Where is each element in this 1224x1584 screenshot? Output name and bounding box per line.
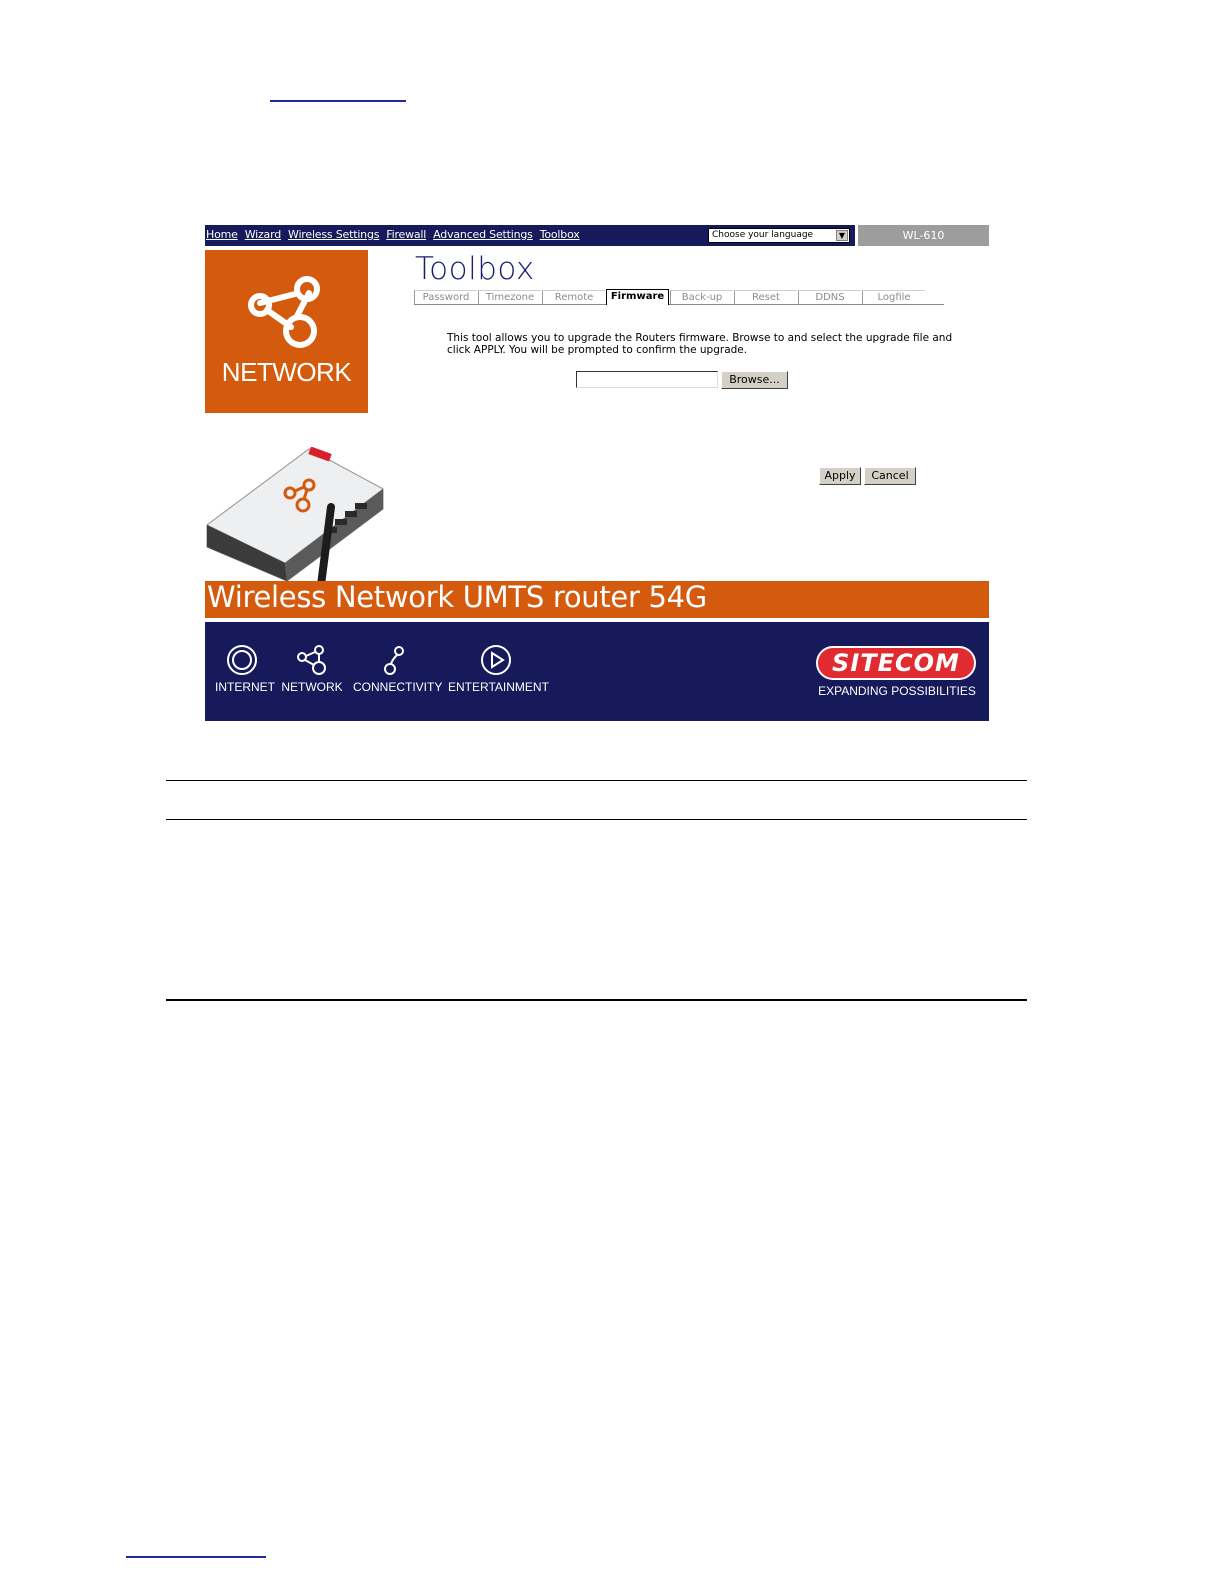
category-entertainment-label: ENTERTAINMENT bbox=[448, 680, 549, 694]
product-name: Wireless Network UMTS router 54G bbox=[207, 580, 707, 614]
router-product-image bbox=[205, 447, 390, 587]
language-select[interactable] bbox=[708, 228, 850, 243]
internet-icon bbox=[226, 644, 258, 676]
firmware-file-input[interactable] bbox=[576, 371, 718, 388]
nav-link-advanced-settings[interactable]: Advanced Settings bbox=[433, 228, 533, 241]
network-icon bbox=[295, 644, 329, 676]
nav-link-firewall[interactable]: Firewall bbox=[386, 228, 427, 241]
page-title: Toolbox bbox=[415, 251, 535, 287]
nav-link-wizard[interactable]: Wizard bbox=[244, 228, 282, 241]
footer-bar bbox=[205, 622, 989, 721]
nav-link-wireless-settings[interactable]: Wireless Settings bbox=[288, 228, 380, 241]
firmware-description: This tool allows you to upgrade the Routers firmware. Browse to and select the upgrade file and click APPLY. You will be prompted to confirm the upgrade. bbox=[447, 332, 953, 356]
tab-password[interactable]: Password bbox=[414, 290, 477, 304]
cancel-button[interactable]: Cancel bbox=[864, 467, 916, 485]
category-connectivity-label: CONNECTIVITY bbox=[353, 680, 443, 694]
tab-remote[interactable]: Remote bbox=[542, 290, 605, 304]
category-internet-label: INTERNET bbox=[215, 680, 275, 694]
category-entertainment[interactable] bbox=[448, 644, 549, 694]
tab-back-up[interactable]: Back-up bbox=[670, 290, 733, 304]
table-rule-top bbox=[166, 780, 1027, 781]
document-link-underline[interactable] bbox=[270, 100, 406, 102]
table-rule-bottom bbox=[166, 999, 1027, 1001]
tab-ddns[interactable]: DDNS bbox=[798, 290, 861, 304]
nav-link-toolbox[interactable]: Toolbox bbox=[539, 228, 580, 241]
category-connectivity[interactable] bbox=[353, 644, 443, 694]
sitecom-logo bbox=[816, 646, 978, 698]
category-network[interactable] bbox=[281, 644, 343, 694]
toolbox-tabs bbox=[414, 289, 944, 305]
connectivity-icon bbox=[380, 644, 410, 676]
model-badge: WL-610 bbox=[858, 225, 989, 246]
tab-reset[interactable]: Reset bbox=[734, 290, 797, 304]
play-icon bbox=[480, 644, 512, 676]
nav-link-home[interactable]: Home bbox=[206, 228, 238, 241]
network-icon bbox=[205, 250, 368, 413]
apply-button[interactable]: Apply bbox=[819, 467, 861, 485]
top-navigation-bar bbox=[205, 225, 855, 246]
footer-link-underline[interactable] bbox=[126, 1556, 266, 1558]
browse-button[interactable]: Browse... bbox=[721, 371, 788, 389]
brand-name: SITECOM bbox=[816, 646, 976, 680]
category-network-label: NETWORK bbox=[281, 680, 343, 694]
table-rule-header bbox=[166, 819, 1027, 820]
nav-links bbox=[206, 228, 580, 241]
network-tile-label: NETWORK bbox=[221, 357, 352, 387]
chevron-down-icon[interactable]: ▼ bbox=[836, 230, 848, 241]
brand-tagline: EXPANDING POSSIBILITIES bbox=[818, 684, 976, 698]
router-admin-screenshot bbox=[205, 225, 989, 721]
network-tile bbox=[205, 250, 368, 413]
language-select-value: Choose your language bbox=[712, 230, 814, 240]
tab-logfile[interactable]: Logfile bbox=[862, 290, 925, 304]
category-internet[interactable] bbox=[215, 644, 275, 694]
product-banner bbox=[205, 581, 989, 618]
tab-firmware[interactable]: Firmware bbox=[606, 289, 669, 305]
tab-timezone[interactable]: Timezone bbox=[478, 290, 541, 304]
